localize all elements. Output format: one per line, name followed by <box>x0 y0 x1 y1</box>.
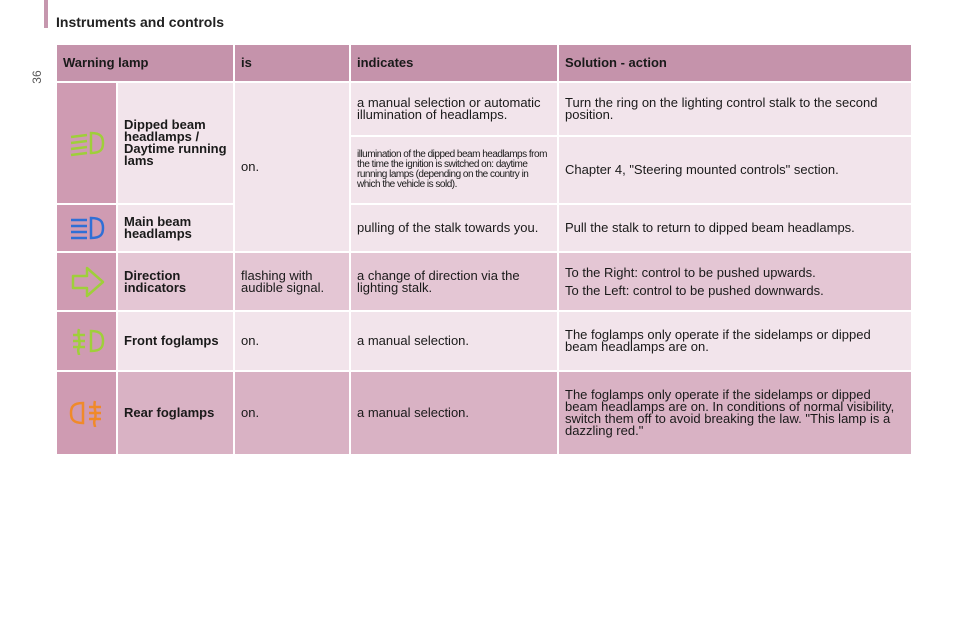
lamp-name-front-foglamps: Front foglamps <box>118 312 233 370</box>
status-front-foglamps: on. <box>235 312 349 370</box>
solution-rear-foglamps: The foglamps only operate if the sidelamps or dipped beam headlamps are on. In conditions of normal visibility, switch them off to avoid breaking the law. "This lamp is a dazzling red." <box>559 372 911 454</box>
rear-foglamp-icon <box>57 372 116 454</box>
column-header-warning-lamp: Warning lamp <box>57 45 233 81</box>
column-header-indicates: indicates <box>351 45 557 81</box>
lamp-name-rear-foglamps: Rear foglamps <box>118 372 233 454</box>
indicates-daytime-running: illumination of the dipped beam headlamps from the time the ignition is switched on: daytime running lamps (depending on the country in which the vehicle is sold). <box>351 137 557 203</box>
solution-daytime-running: Chapter 4, "Steering mounted controls" section. <box>559 137 911 203</box>
direction-arrow-icon <box>57 253 116 310</box>
indicates-main-beam: pulling of the stalk towards you. <box>351 205 557 251</box>
main-beam-icon <box>57 205 116 251</box>
indicates-front-foglamps: a manual selection. <box>351 312 557 370</box>
dipped-beam-icon <box>57 83 116 203</box>
indicates-direction-indicators: a change of direction via the lighting stalk. <box>351 253 557 310</box>
warning-lamps-table <box>57 45 903 450</box>
solution-front-foglamps: The foglamps only operate if the sidelamps or dipped beam headlamps are on. <box>559 312 911 370</box>
front-foglamp-icon <box>57 312 116 370</box>
solution-main-beam: Pull the stalk to return to dipped beam headlamps. <box>559 205 911 251</box>
solution-dipped-manual: Turn the ring on the lighting control stalk to the second position. <box>559 83 911 135</box>
status-dipped-main: on. <box>235 83 349 251</box>
indicates-rear-foglamps: a manual selection. <box>351 372 557 454</box>
page-number: 36 <box>30 70 44 84</box>
lamp-name-direction-indicators: Direction indicators <box>118 253 233 310</box>
solution-direction-indicators <box>559 253 911 310</box>
section-title: Instruments and controls <box>56 14 225 30</box>
lamp-name-dipped-beam: Dipped beam headlamps / Daytime running lams <box>118 83 233 203</box>
solution-direction-right: To the Right: control to be pushed upwards. <box>565 264 816 280</box>
status-rear-foglamps: on. <box>235 372 349 454</box>
status-direction-indicators: flashing with audible signal. <box>235 253 349 310</box>
indicates-dipped-manual: a manual selection or automatic illumination of headlamps. <box>351 83 557 135</box>
solution-direction-left: To the Left: control to be pushed downwards. <box>565 282 824 298</box>
column-header-solution: Solution - action <box>559 45 911 81</box>
lamp-name-main-beam: Main beam headlamps <box>118 205 233 251</box>
section-accent-bar <box>44 0 48 28</box>
column-header-is: is <box>235 45 349 81</box>
